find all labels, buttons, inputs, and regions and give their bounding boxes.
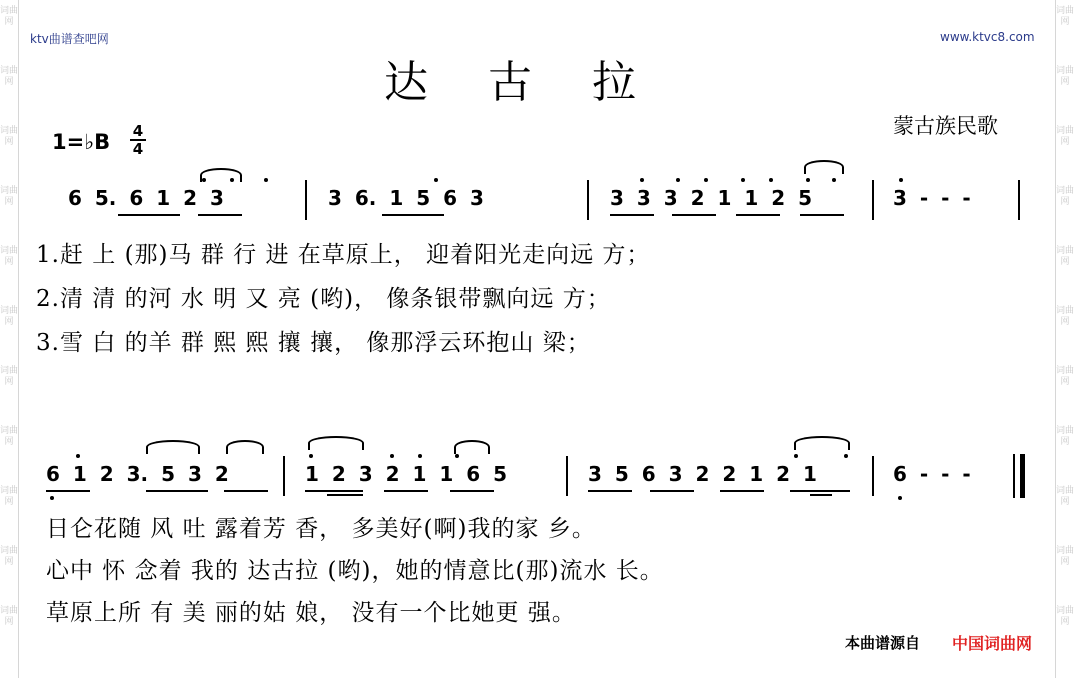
- watermark-text: 词曲网: [0, 246, 19, 267]
- octave-dot: [455, 454, 459, 458]
- sixteenth-beam: [327, 494, 363, 496]
- octave-dot: [264, 178, 268, 182]
- octave-dot: [640, 178, 644, 182]
- low-octave-dot: [50, 496, 54, 500]
- octave-dot: [676, 178, 680, 182]
- watermark-text: 词曲网: [0, 6, 19, 27]
- octave-dot: [769, 178, 773, 182]
- watermark-text: 词曲网: [0, 546, 19, 567]
- octave-dot: [76, 454, 80, 458]
- line1-lyric-verse1: 1.赶 上 (那)马 群 行 进 在草原上， 迎着阳光走向远 方；: [36, 242, 651, 268]
- barline: [305, 180, 307, 220]
- barline: [566, 456, 568, 496]
- octave-dot: [899, 178, 903, 182]
- right-watermark-strip: [1055, 0, 1074, 678]
- watermark-text: 词曲网: [0, 306, 19, 327]
- barline: [872, 456, 874, 496]
- eighth-beam: [588, 490, 632, 492]
- watermark-text: 词曲网: [1056, 186, 1074, 207]
- watermark-text: 词曲网: [0, 426, 19, 447]
- eighth-beam: [450, 490, 494, 492]
- final-barline-thin: [1013, 454, 1015, 498]
- tie-slur: [200, 168, 242, 182]
- octave-dot: [434, 178, 438, 182]
- watermark-text: 词曲网: [1056, 246, 1074, 267]
- watermark-text: 词曲网: [1056, 366, 1074, 387]
- octave-dot: [230, 178, 234, 182]
- line1-lyric-verse2: 2.清 清 的河 水 明 又 亮 (哟)， 像条银带飘向远 方；: [36, 286, 611, 312]
- eighth-beam: [146, 490, 208, 492]
- watermark-text: 词曲网: [1056, 66, 1074, 87]
- eighth-beam: [382, 214, 444, 216]
- octave-dot: [844, 454, 848, 458]
- watermark-text: 词曲网: [1056, 486, 1074, 507]
- octave-dot: [390, 454, 394, 458]
- eighth-beam: [384, 490, 428, 492]
- barline: [1018, 180, 1020, 220]
- watermark-text: 词曲网: [1056, 606, 1074, 627]
- tie-slur: [226, 440, 264, 454]
- eighth-beam: [610, 214, 654, 216]
- eighth-beam: [790, 490, 850, 492]
- watermark-text: 词曲网: [0, 66, 19, 87]
- site-url-right[interactable]: www.ktvc8.com: [940, 30, 1035, 44]
- eighth-beam: [736, 214, 780, 216]
- line2-lyric-verse3: 草原上所 有 美 丽的姑 娘， 没有一个比她更 强。: [46, 600, 576, 626]
- line1-measure3-notes: 3 3 3 2 1 1 2 5: [610, 186, 813, 210]
- octave-dot: [794, 454, 798, 458]
- eighth-beam: [46, 490, 90, 492]
- watermark-text: 词曲网: [1056, 306, 1074, 327]
- eighth-beam: [650, 490, 694, 492]
- octave-dot: [832, 178, 836, 182]
- site-name-left[interactable]: ktv曲谱查吧网: [30, 32, 109, 46]
- barline: [872, 180, 874, 220]
- octave-dot: [806, 178, 810, 182]
- line1-measure4-notes: 3 - - -: [893, 186, 971, 210]
- line1-lyric-verse3: 3.雪 白 的羊 群 熙 熙 攘 攘， 像那浮云环抱山 梁；: [36, 330, 591, 356]
- source-label: 本曲谱源自: [845, 634, 921, 652]
- source-brand-link[interactable]: 中国词曲网: [952, 634, 1033, 653]
- barline: [587, 180, 589, 220]
- time-signature-bottom: 4: [132, 140, 144, 158]
- low-octave-dot: [898, 496, 902, 500]
- tie-slur: [804, 160, 844, 174]
- tie-slur: [146, 440, 200, 454]
- watermark-text: 词曲网: [0, 126, 19, 147]
- left-watermark-strip: [0, 0, 19, 678]
- eighth-beam: [198, 214, 242, 216]
- octave-dot: [202, 178, 206, 182]
- final-barline-thick: [1020, 454, 1025, 498]
- eighth-beam: [224, 490, 268, 492]
- eighth-beam: [118, 214, 180, 216]
- watermark-text: 词曲网: [1056, 546, 1074, 567]
- octave-dot: [704, 178, 708, 182]
- line1-measure1-notes: 6 5. 6 1 2 3: [68, 186, 224, 210]
- time-signature: [130, 124, 146, 156]
- watermark-text: 词曲网: [0, 606, 19, 627]
- song-title: 达古拉: [384, 57, 696, 108]
- line2-measure3-notes: 3 5 6 3 2 2 1 2 1: [588, 462, 817, 486]
- watermark-text: 词曲网: [1056, 6, 1074, 27]
- watermark-text: 词曲网: [0, 186, 19, 207]
- watermark-text: 词曲网: [1056, 426, 1074, 447]
- eighth-beam: [720, 490, 764, 492]
- sixteenth-beam: [810, 494, 832, 496]
- line1-measure2-notes: 3 6. 1 5 6 3: [328, 186, 484, 210]
- barline: [283, 456, 285, 496]
- key-signature: 1=♭B: [52, 130, 111, 154]
- eighth-beam: [672, 214, 716, 216]
- line2-measure1-notes: 6 1 2 3. 5 3 2: [46, 462, 229, 486]
- octave-dot: [309, 454, 313, 458]
- line2-lyric-verse1: 日仑花随 风 吐 露着芳 香， 多美好(啊)我的家 乡。: [46, 516, 596, 542]
- watermark-text: 词曲网: [0, 366, 19, 387]
- song-origin: 蒙古族民歌: [893, 114, 998, 138]
- watermark-text: 词曲网: [1056, 126, 1074, 147]
- line2-measure2-notes: 1 2 3 2 1 1 6 5: [305, 462, 508, 486]
- watermark-text: 词曲网: [0, 486, 19, 507]
- octave-dot: [741, 178, 745, 182]
- tie-slur: [308, 436, 364, 450]
- time-signature-top: 4: [132, 122, 144, 140]
- eighth-beam: [305, 490, 363, 492]
- line2-measure4-notes: 6 - - -: [893, 462, 971, 486]
- tie-slur: [454, 440, 490, 454]
- eighth-beam: [800, 214, 844, 216]
- octave-dot: [418, 454, 422, 458]
- line2-lyric-verse2: 心中 怀 念着 我的 达古拉 (哟)，她的情意比(那)流水 长。: [46, 558, 664, 584]
- tie-slur: [794, 436, 850, 450]
